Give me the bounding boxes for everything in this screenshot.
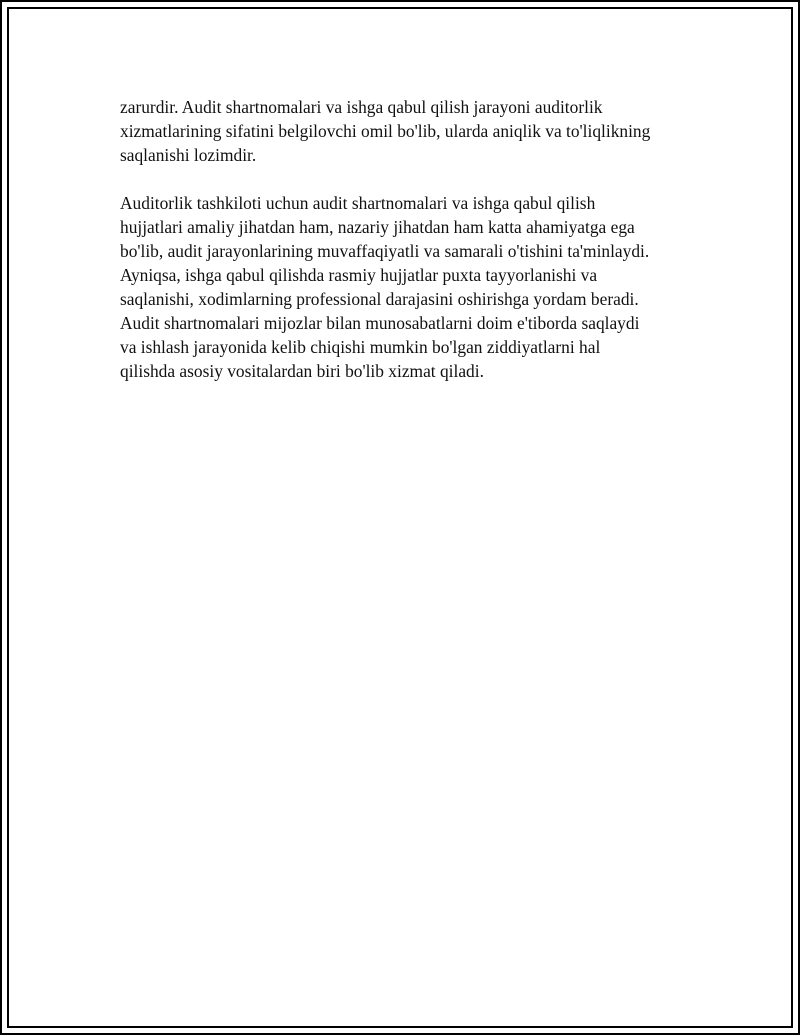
text-line: xizmatlarining sifatini belgilovchi omil bo'lib, ularda aniqlik va to'liqlikning [120,121,651,141]
paragraph-1 [120,95,695,167]
text-line: hujjatlari amaliy jihatdan ham, nazariy jihatdan ham katta ahamiyatga ega [120,217,635,237]
text-line: Audit shartnomalari mijozlar bilan munosabatlarni doim e'tiborda saqlaydi [120,313,640,333]
document-body [120,95,695,407]
text-line: saqlanishi lozimdir. [120,145,257,165]
paragraph-2 [120,191,695,383]
text-line: zarurdir. Audit shartnomalari va ishga qabul qilish jarayoni auditorlik [120,97,603,117]
text-line: Auditorlik tashkiloti uchun audit shartnomalari va ishga qabul qilish [120,193,596,213]
text-line: qilishda asosiy vositalardan biri bo'lib xizmat qiladi. [120,361,484,381]
text-line: saqlanishi, xodimlarning professional darajasini oshirishga yordam beradi. [120,289,639,309]
text-line: va ishlash jarayonida kelib chiqishi mumkin bo'lgan ziddiyatlarni hal [120,337,601,357]
text-line: bo'lib, audit jarayonlarining muvaffaqiyatli va samarali o'tishini ta'minlaydi. [120,241,650,261]
text-line: Ayniqsa, ishga qabul qilishda rasmiy hujjatlar puxta tayyorlanishi va [120,265,598,285]
